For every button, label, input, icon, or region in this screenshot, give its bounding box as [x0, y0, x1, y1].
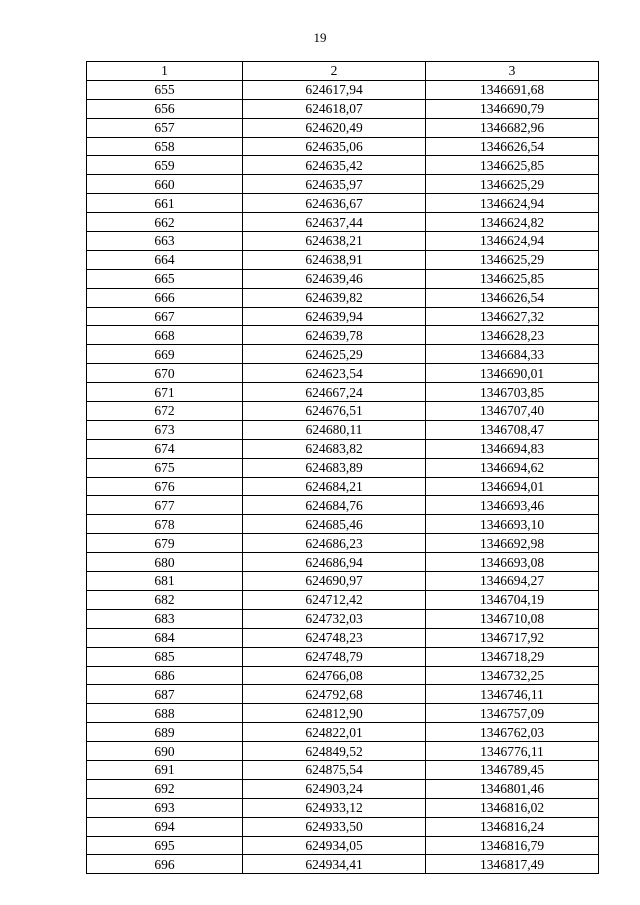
coordinate-x-cell: 624685,46 [243, 515, 426, 534]
point-number-cell: 672 [87, 402, 243, 421]
coordinate-y-cell: 1346624,94 [426, 194, 599, 213]
point-number-cell: 680 [87, 553, 243, 572]
coordinate-y-cell: 1346691,68 [426, 80, 599, 99]
coordinate-y-cell: 1346732,25 [426, 666, 599, 685]
point-number-cell: 660 [87, 175, 243, 194]
table-row [87, 666, 599, 685]
table-row [87, 383, 599, 402]
point-number-cell: 682 [87, 590, 243, 609]
table-row [87, 194, 599, 213]
point-number-cell: 681 [87, 572, 243, 591]
table-row [87, 685, 599, 704]
point-number-cell: 685 [87, 647, 243, 666]
coordinate-y-cell: 1346690,79 [426, 99, 599, 118]
table-row [87, 420, 599, 439]
table-row [87, 779, 599, 798]
point-number-cell: 678 [87, 515, 243, 534]
coordinate-y-cell: 1346746,11 [426, 685, 599, 704]
table-row [87, 250, 599, 269]
coordinate-y-cell: 1346816,79 [426, 836, 599, 855]
coordinate-x-cell: 624933,50 [243, 817, 426, 836]
table-row [87, 553, 599, 572]
coordinate-x-cell: 624686,94 [243, 553, 426, 572]
table-row [87, 515, 599, 534]
table-body [87, 80, 599, 873]
point-number-cell: 690 [87, 742, 243, 761]
coordinate-x-cell: 624683,82 [243, 439, 426, 458]
point-number-cell: 657 [87, 118, 243, 137]
table-row [87, 80, 599, 99]
coordinate-x-cell: 624635,42 [243, 156, 426, 175]
coordinate-y-cell: 1346628,23 [426, 326, 599, 345]
point-number-cell: 668 [87, 326, 243, 345]
point-number-cell: 676 [87, 477, 243, 496]
coordinate-x-cell: 624635,06 [243, 137, 426, 156]
coordinate-x-cell: 624625,29 [243, 345, 426, 364]
table-row [87, 723, 599, 742]
table-row [87, 572, 599, 591]
point-number-cell: 658 [87, 137, 243, 156]
coordinate-y-cell: 1346693,46 [426, 496, 599, 515]
point-number-cell: 691 [87, 760, 243, 779]
table-row [87, 590, 599, 609]
table-row [87, 288, 599, 307]
point-number-cell: 661 [87, 194, 243, 213]
coordinate-x-cell: 624934,05 [243, 836, 426, 855]
table-row [87, 704, 599, 723]
table-row [87, 345, 599, 364]
coordinate-x-cell: 624617,94 [243, 80, 426, 99]
point-number-cell: 673 [87, 420, 243, 439]
table-row [87, 175, 599, 194]
point-number-cell: 679 [87, 534, 243, 553]
table-row [87, 232, 599, 251]
coordinate-y-cell: 1346707,40 [426, 402, 599, 421]
point-number-cell: 674 [87, 439, 243, 458]
table-header-row [87, 62, 599, 81]
point-number-cell: 663 [87, 232, 243, 251]
coordinate-x-cell: 624667,24 [243, 383, 426, 402]
point-number-cell: 669 [87, 345, 243, 364]
coordinate-y-cell: 1346682,96 [426, 118, 599, 137]
coordinate-y-cell: 1346710,08 [426, 609, 599, 628]
point-number-cell: 684 [87, 628, 243, 647]
coordinate-x-cell: 624638,91 [243, 250, 426, 269]
column-header-3: 3 [426, 62, 599, 81]
coordinate-y-cell: 1346708,47 [426, 420, 599, 439]
point-number-cell: 686 [87, 666, 243, 685]
point-number-cell: 662 [87, 213, 243, 232]
point-number-cell: 675 [87, 458, 243, 477]
coordinate-y-cell: 1346690,01 [426, 364, 599, 383]
point-number-cell: 666 [87, 288, 243, 307]
coordinate-x-cell: 624903,24 [243, 779, 426, 798]
coordinate-x-cell: 624639,82 [243, 288, 426, 307]
point-number-cell: 664 [87, 250, 243, 269]
coordinate-y-cell: 1346817,49 [426, 855, 599, 874]
table-row [87, 364, 599, 383]
coordinate-x-cell: 624623,54 [243, 364, 426, 383]
coordinate-x-cell: 624683,89 [243, 458, 426, 477]
coordinate-y-cell: 1346627,32 [426, 307, 599, 326]
coordinate-y-cell: 1346693,08 [426, 553, 599, 572]
point-number-cell: 687 [87, 685, 243, 704]
coordinate-y-cell: 1346776,11 [426, 742, 599, 761]
point-number-cell: 655 [87, 80, 243, 99]
coordinate-y-cell: 1346789,45 [426, 760, 599, 779]
table-row [87, 496, 599, 515]
coordinate-x-cell: 624934,41 [243, 855, 426, 874]
coordinate-y-cell: 1346625,85 [426, 269, 599, 288]
coordinate-x-cell: 624684,76 [243, 496, 426, 515]
table-row [87, 798, 599, 817]
table-row [87, 855, 599, 874]
table-row [87, 628, 599, 647]
point-number-cell: 670 [87, 364, 243, 383]
point-number-cell: 692 [87, 779, 243, 798]
coordinate-y-cell: 1346816,02 [426, 798, 599, 817]
point-number-cell: 671 [87, 383, 243, 402]
coordinate-y-cell: 1346625,29 [426, 175, 599, 194]
table-row [87, 326, 599, 345]
column-header-2: 2 [243, 62, 426, 81]
coordinate-y-cell: 1346684,33 [426, 345, 599, 364]
point-number-cell: 677 [87, 496, 243, 515]
page-number: 19 [313, 30, 327, 45]
table-row [87, 156, 599, 175]
coordinate-x-cell: 624618,07 [243, 99, 426, 118]
coordinate-y-cell: 1346693,10 [426, 515, 599, 534]
coordinate-x-cell: 624766,08 [243, 666, 426, 685]
coordinate-x-cell: 624748,23 [243, 628, 426, 647]
coordinate-y-cell: 1346694,01 [426, 477, 599, 496]
point-number-cell: 695 [87, 836, 243, 855]
coordinate-x-cell: 624792,68 [243, 685, 426, 704]
coordinate-y-cell: 1346626,54 [426, 137, 599, 156]
table-row [87, 742, 599, 761]
point-number-cell: 688 [87, 704, 243, 723]
coordinate-x-cell: 624933,12 [243, 798, 426, 817]
coordinate-x-cell: 624638,21 [243, 232, 426, 251]
coordinate-x-cell: 624690,97 [243, 572, 426, 591]
coordinate-x-cell: 624686,23 [243, 534, 426, 553]
coordinate-x-cell: 624639,46 [243, 269, 426, 288]
point-number-cell: 689 [87, 723, 243, 742]
coordinate-y-cell: 1346816,24 [426, 817, 599, 836]
table-row [87, 477, 599, 496]
coordinate-y-cell: 1346624,82 [426, 213, 599, 232]
table-row [87, 534, 599, 553]
table-row [87, 99, 599, 118]
coordinate-x-cell: 624822,01 [243, 723, 426, 742]
table-row [87, 458, 599, 477]
point-number-cell: 659 [87, 156, 243, 175]
table-row [87, 269, 599, 288]
table-row [87, 836, 599, 855]
coordinate-x-cell: 624712,42 [243, 590, 426, 609]
point-number-cell: 693 [87, 798, 243, 817]
coordinate-y-cell: 1346801,46 [426, 779, 599, 798]
coordinate-x-cell: 624748,79 [243, 647, 426, 666]
coordinate-y-cell: 1346717,92 [426, 628, 599, 647]
table-row [87, 609, 599, 628]
coordinate-y-cell: 1346625,29 [426, 250, 599, 269]
coordinate-x-cell: 624875,54 [243, 760, 426, 779]
table-row [87, 118, 599, 137]
coordinate-y-cell: 1346625,85 [426, 156, 599, 175]
coordinate-x-cell: 624635,97 [243, 175, 426, 194]
coordinate-y-cell: 1346757,09 [426, 704, 599, 723]
coordinate-y-cell: 1346694,27 [426, 572, 599, 591]
coordinate-y-cell: 1346762,03 [426, 723, 599, 742]
point-number-cell: 696 [87, 855, 243, 874]
table-row [87, 760, 599, 779]
coordinate-y-cell: 1346694,62 [426, 458, 599, 477]
coordinate-y-cell: 1346704,19 [426, 590, 599, 609]
table-row [87, 213, 599, 232]
table-row [87, 817, 599, 836]
coordinate-x-cell: 624636,67 [243, 194, 426, 213]
table-row [87, 137, 599, 156]
coordinate-x-cell: 624676,51 [243, 402, 426, 421]
column-header-1: 1 [87, 62, 243, 81]
point-number-cell: 665 [87, 269, 243, 288]
coordinate-x-cell: 624684,21 [243, 477, 426, 496]
coordinate-x-cell: 624812,90 [243, 704, 426, 723]
point-number-cell: 694 [87, 817, 243, 836]
coordinate-x-cell: 624637,44 [243, 213, 426, 232]
coordinate-y-cell: 1346703,85 [426, 383, 599, 402]
point-number-cell: 667 [87, 307, 243, 326]
coordinate-y-cell: 1346624,94 [426, 232, 599, 251]
coordinate-y-cell: 1346626,54 [426, 288, 599, 307]
table-row [87, 647, 599, 666]
coordinate-y-cell: 1346692,98 [426, 534, 599, 553]
point-number-cell: 656 [87, 99, 243, 118]
coordinate-y-cell: 1346694,83 [426, 439, 599, 458]
coordinate-x-cell: 624680,11 [243, 420, 426, 439]
coordinate-x-cell: 624849,52 [243, 742, 426, 761]
point-number-cell: 683 [87, 609, 243, 628]
table-row [87, 439, 599, 458]
coordinate-y-cell: 1346718,29 [426, 647, 599, 666]
table-row [87, 402, 599, 421]
coordinate-x-cell: 624620,49 [243, 118, 426, 137]
coordinate-x-cell: 624732,03 [243, 609, 426, 628]
coordinate-x-cell: 624639,94 [243, 307, 426, 326]
coordinates-table [86, 61, 599, 874]
coordinate-x-cell: 624639,78 [243, 326, 426, 345]
table-row [87, 307, 599, 326]
